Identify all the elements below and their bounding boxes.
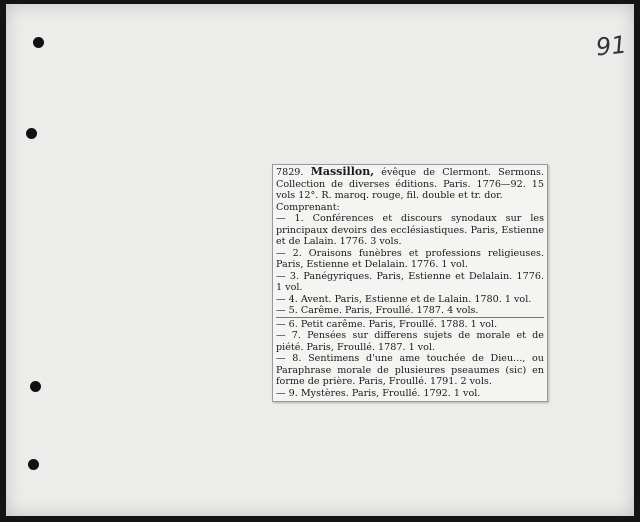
entry-description: évêque de Clermont. Sermons. Collection de diverses éditions. Paris. 1776—92. 15 vols 12°. R. maroq. rouge, fil. double et tr. dor. [276, 167, 544, 201]
binder-hole-3 [30, 381, 41, 392]
entry-item: — 4. Avent. Paris, Estienne et de Lalain. 1780. 1 vol. [276, 293, 532, 305]
folio-number: 91 [594, 30, 628, 62]
entry-item: — 7. Pensées sur differens sujets de morale et de piété. Paris, Froullé. 1787. 1 vol. [276, 330, 544, 353]
entry-item: — 1. Conférences et discours synodaux sur les principaux devoirs des ecclésiastiques. Paris, Estienne et de Lalain. 1776. 3 vols. [276, 213, 544, 247]
entry-comprenant: Comprenant: [276, 201, 340, 213]
binder-hole-1 [33, 37, 44, 48]
binder-hole-2 [26, 128, 37, 139]
entry-item: — 8. Sentimens d'une ame touchée de Dieu..., ou Paraphrase morale de plusieures pseaumes (sic) en forme de prière. Paris, Froullé. 1791. 2 vols. [276, 353, 544, 387]
entry-item: — 6. Petit carême. Paris, Froullé. 1788. 1 vol. [276, 317, 544, 331]
entry-number: 7829. [276, 167, 304, 178]
entry-item: — 5. Carême. Paris, Froullé. 1787. 4 vols. [276, 305, 479, 316]
entry-header [276, 166, 544, 202]
entry-item: — 2. Oraisons funèbres et professions religieuses. Paris, Estienne et Delalain. 1776. 1 vol. [276, 247, 544, 270]
catalogue-clipping [272, 164, 548, 402]
entry-author: Massillon, [310, 165, 375, 178]
entry-item: — 9. Mystères. Paris, Froullé. 1792. 1 vol. [276, 387, 481, 399]
entry-item: — 3. Panégyriques. Paris, Estienne et Delalain. 1776. 1 vol. [276, 270, 544, 293]
binder-hole-4 [28, 459, 39, 470]
